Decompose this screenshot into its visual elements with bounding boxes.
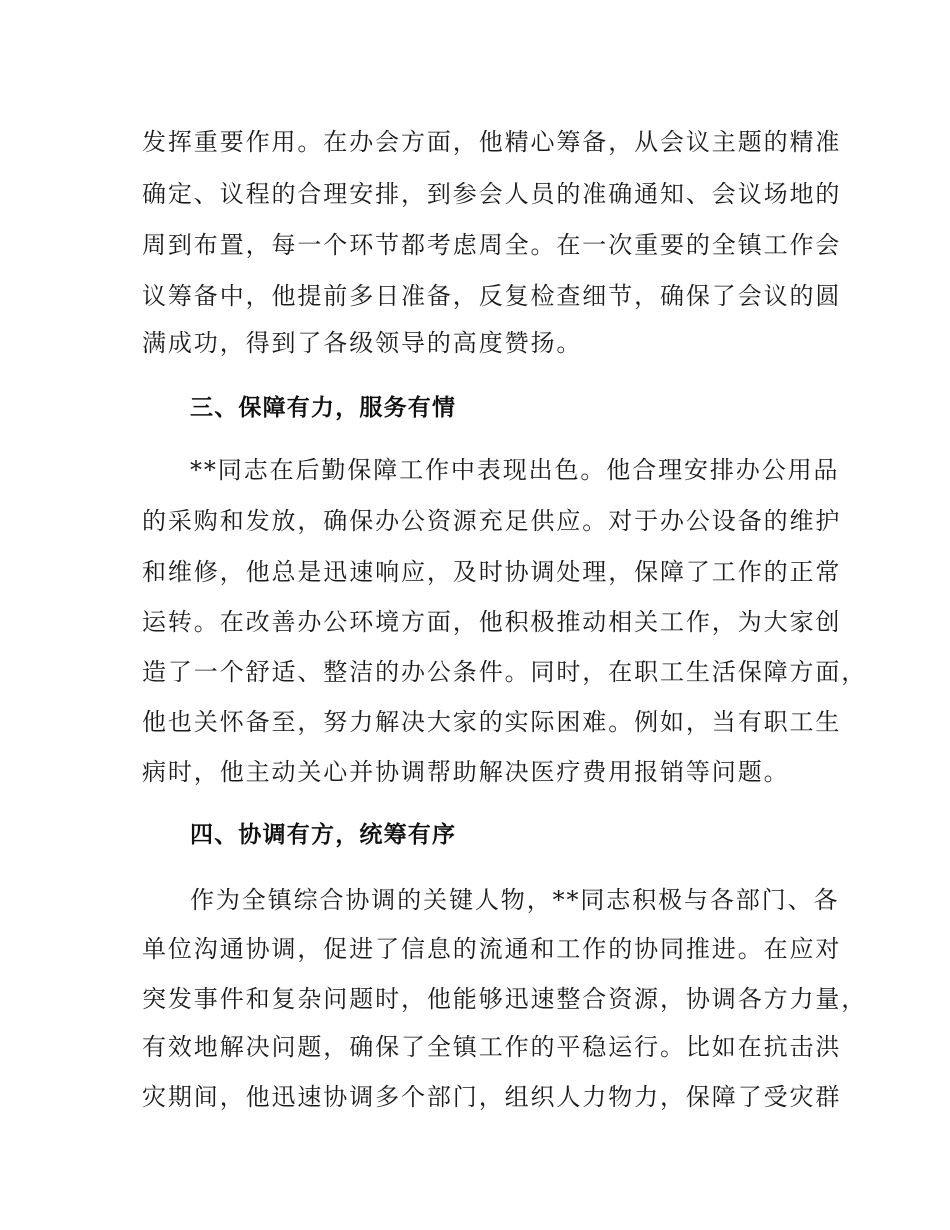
paragraph-line: 的采购和发放，确保办公资源充足供应。对于办公设备的维护 xyxy=(142,507,842,535)
paragraph-line: 作为全镇综合协调的关键人物，**同志积极与各部门、各 xyxy=(190,886,840,914)
paragraph-line: 病时，他主动关心并协调帮助解决医疗费用报销等问题。 xyxy=(142,758,790,786)
paragraph-line: 和维修，他总是迅速响应，及时协调处理，保障了工作的正常 xyxy=(142,558,842,586)
paragraph-line: 突发事件和复杂问题时，他能够迅速整合资源，协调各方力量， xyxy=(142,985,868,1013)
paragraph-line: **同志在后勤保障工作中表现出色。他合理安排办公用品 xyxy=(190,456,840,484)
paragraph-line: 他也关怀备至，努力解决大家的实际困难。例如，当有职工生 xyxy=(142,708,842,736)
paragraph-line: 周到布置，每一个环节都考虑周全。在一次重要的全镇工作会 xyxy=(142,231,842,259)
paragraph-line: 发挥重要作用。在办会方面，他精心筹备，从会议主题的精准 xyxy=(142,128,842,156)
paragraph-line: 议筹备中，他提前多日准备，反复检查细节，确保了会议的圆 xyxy=(142,282,842,310)
section-heading-3: 三、保障有力，服务有情 xyxy=(190,395,457,421)
paragraph-line: 满成功，得到了各级领导的高度赞扬。 xyxy=(142,329,583,357)
paragraph-line: 灾期间，他迅速协调多个部门，组织人力物力，保障了受灾群 xyxy=(142,1083,842,1111)
paragraph-line: 有效地解决问题，确保了全镇工作的平稳运行。比如在抗击洪 xyxy=(142,1033,842,1061)
paragraph-line: 确定、议程的合理安排，到参会人员的准确通知、会议场地的 xyxy=(142,180,842,208)
paragraph-line: 运转。在改善办公环境方面，他积极推动相关工作，为大家创 xyxy=(142,608,842,636)
paragraph-line: 单位沟通协调，促进了信息的流通和工作的协同推进。在应对 xyxy=(142,935,842,963)
paragraph-line: 造了一个舒适、整洁的办公条件。同时，在职工生活保障方面， xyxy=(142,658,868,686)
section-heading-4: 四、协调有方，统筹有序 xyxy=(190,822,457,848)
